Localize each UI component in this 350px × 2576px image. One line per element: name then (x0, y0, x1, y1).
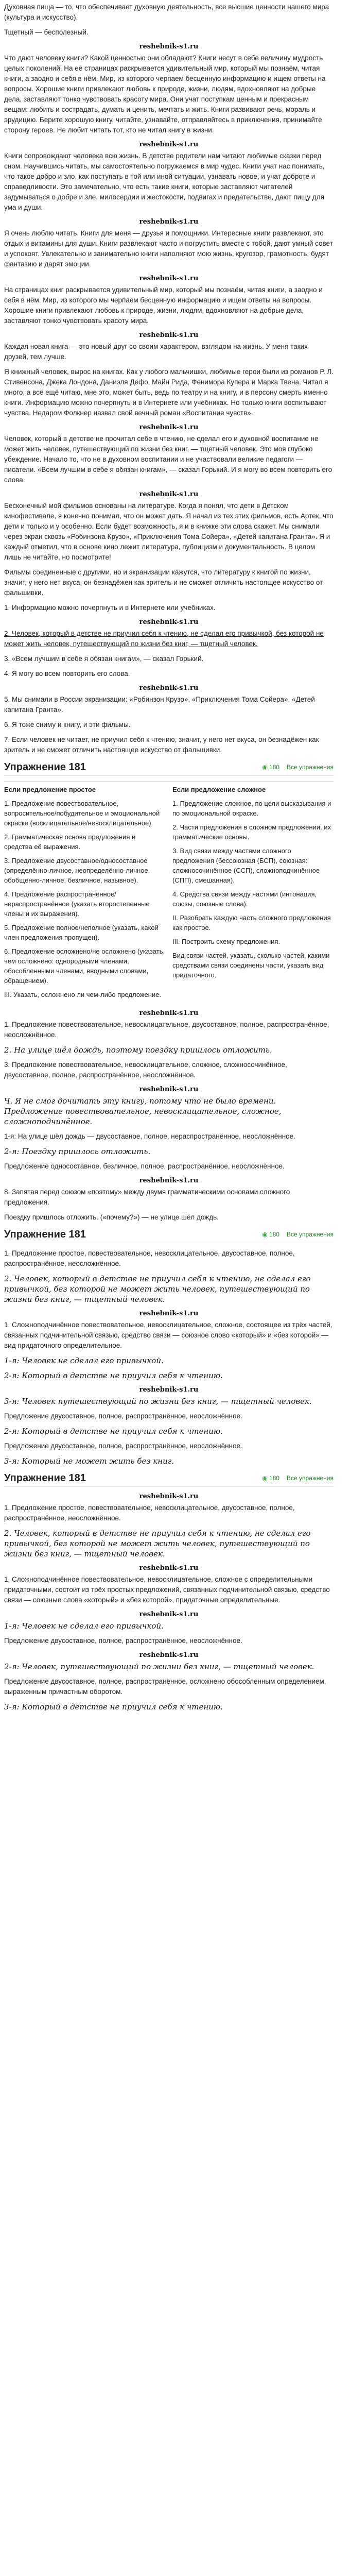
views-counter (262, 1229, 279, 1240)
parsed-sentence: 1-я: Человек не сделал его привычкой. (4, 1621, 164, 1631)
parsed-sentence: 1-я: Человек не сделал его привычкой. (4, 1356, 164, 1365)
list-item: 7. Если человек не читает, не приучил себя к чтению, значит, у него нет вкуса, он безнадёжен как зритель и не сможет отличить настоящее искусство от фальшивки. (4, 736, 319, 754)
eye-icon: ◉ (262, 1231, 268, 1238)
answer-line: 1. Предложение простое, повествовательное, невосклицательное, двусоставное, полное, распространённое, неосложнённое. (4, 1249, 295, 1267)
paragraph: Я книжный человек, вырос на книгах. Как у любого мальчишки, любимые герои были из романов Р. Л. Стивенсона, Джека Лондона, Даниэля Дефо, Майн Рида, Фенимора Купера и Марка Твена. Читал я много, а всё ещё читаю, мне это, может быть, ведь по театру и на книгу, и в персону смерть именно книги. Информацию можно почерпнуть и в Интернете или учебниках. Но только книги воспитывают чувства. Недаром Фолкнер назвал свой вечный роман «Воспитание чувств». (4, 368, 334, 417)
analysis-table (4, 781, 334, 1004)
watermark: reshebnik-s1.ru (139, 618, 199, 626)
answer-line: 1-я: На улице шёл дождь — двусоставное, полное, нераспространённое, неосложнённое. (4, 1132, 295, 1140)
watermark: reshebnik-s1.ru (139, 1386, 199, 1394)
table-cell: Вид связи частей, указать, сколько частей, какими средствами связи соединены части, указать вид придаточного. (172, 952, 330, 979)
list-item: 5. Мы снимали в России экранизации: «Робинзон Крузо», «Приключения Тома Сойера», «Детей капитана Гранта». (4, 696, 315, 714)
parsed-sentence: 3-я: Который не может жить без книг. (4, 1456, 174, 1466)
answer-line: Предложение двусоставное, полное, распространённое, неосложнённое. (4, 1412, 242, 1420)
paragraph: На страницах книг раскрывается удивительный мир, который мы познаём, читая книги, а заодно и себя в нём. Мир, из которого мы черпаем бесценную информацию и ищем ответы на вопросы. Хорошие книги привлекают любовь к природе, жизни, людям, вдохновляют на добрые дела, заставляют тонко чувствовать красоту мира. (4, 286, 323, 325)
watermark: reshebnik-s1.ru (139, 1086, 199, 1093)
paragraph: Человек, который в детстве не прочитал себе в чтению, не сделал его и духовной воспитание не может жить человек, путешествующий по жизни без книг, — тщетный человек. Это моя глубоко убеждение. Начало то, что не в духовном воспитании и не участвовали великие педагоги — писатели. «Всем лучшим в себе я обязан книгам», — сказал Горький. И я могу во всем повторить его слова. (4, 435, 332, 484)
all-exercises-link[interactable]: Все упражнения (286, 1475, 334, 1482)
watermark: reshebnik-s1.ru (139, 1651, 199, 1659)
parsed-sentence: 2. Человек, который в детстве не приучил себя к чтению, не сделал его привычкой, без которой не может жить человек, путешествующий по жизни без книг, — тщетный человек. (4, 1274, 311, 1304)
simple-column (4, 785, 165, 1004)
table-cell: 3. Вид связи между частями сложного предложения (бессоюзная (БСП), союзная: сложносочинённое (ССП), сложноподчинённое (СПП), смешанная). (172, 847, 320, 884)
watermark: reshebnik-s1.ru (139, 1611, 199, 1618)
paragraph: Я очень люблю читать. Книги для меня — друзья и помощники. Интересные книги развлекают, это отдых и витамины для души. Книги развлекают часто и погрустить вместе с тобой, дают умный совет и успокоят. Увлекательно и занимательно книги наполняют мою жизнь, кругозор, грамотность, будят фантазию и дарят эмоции. (4, 229, 333, 268)
list-item: 4. Я могу во всем повторить его слова. (4, 670, 130, 677)
parsed-sentence: 2-я: Поездку пришлось отложить. (4, 1147, 151, 1156)
answer-line: 1. Сложноподчинённое повествовательное, невосклицательное, сложное с определительными придаточными, состоит из трёх простых предложений, связанных подчинительной связью, средство связи — союзные слова «который» и «без которой», придаточные определительные. (4, 1575, 330, 1604)
table-cell: 2. Грамматическая основа предложения и средства её выражения. (4, 833, 136, 851)
parsed-sentence: 2-я: Человек, путешествующий по жизни без книг, — тщетный человек. (4, 1662, 314, 1671)
watermark: reshebnik-s1.ru (139, 275, 199, 282)
table-cell: 5. Предложение полное/неполное (указать, какой член предложения пропущен). (4, 924, 159, 941)
table-cell: 1. Предложение повествовательное, вопросительное/побудительное и эмоциональной окраске (восклицательное/невосклицательное). (4, 800, 160, 827)
exercise-title: Упражнение 181 (4, 1229, 86, 1240)
column-header: Если предложение простое (4, 786, 96, 793)
answer-line: 1. Предложение повествовательное, невосклицательное, двусоставное, полное, распространённое, неосложнённое. (4, 1021, 329, 1039)
answer-line: Поездку пришлось отложить. («почему?») — не улице шёл дождь. (4, 1213, 219, 1221)
main-text-section (4, 367, 334, 598)
table-cell: II. Разобрать каждую часть сложного предложения как простое. (172, 914, 331, 931)
answer-line: 3. Предложение повествовательное, невосклицательное, сложное, сложносочинённое, двусоставное, полное, распространённое, неосложнённое. (4, 1061, 287, 1079)
watermark: reshebnik-s1.ru (139, 141, 199, 148)
table-cell: 3. Предложение двусоставное/односоставное (определённо-личное, неопределённо-личное, обобщённо-личное, безличное, назывное). (4, 857, 150, 884)
watermark: reshebnik-s1.ru (139, 1493, 199, 1500)
eye-icon: ◉ (262, 1475, 268, 1482)
parsed-sentence: 2. Человек, который в детстве не приучил себя к чтению, не сделал его привычкой, без которой не может жить человек, путешествующий по жизни без книг, — тщетный человек. (4, 1529, 311, 1558)
watermark: reshebnik-s1.ru (139, 331, 199, 339)
watermark: reshebnik-s1.ru (139, 1177, 199, 1184)
watermark: reshebnik-s1.ru (139, 1564, 199, 1572)
table-cell: III. Построить схему предложения. (172, 938, 281, 945)
parsed-sentence: 3-я: Человек путешествующий по жизни без книг, — тщетный человек. (4, 1397, 312, 1406)
answer-line: Предложение двусоставное, полное, распространённое, неосложнённое. (4, 1442, 242, 1450)
watermark: reshebnik-s1.ru (139, 43, 199, 50)
parsed-sentence: Ч. Я не смог дочитать эту книгу, потому что не было времени. Предложение повествовательное, невосклицательное, сложное, сложноподчинённое. (4, 1096, 282, 1126)
list-item: 2. Человек, который в детстве не приучил себя к чтению, не сделал его привычкой, без которой не может жить человек, путешествующий по жизни без книг, — тщетный человек. (4, 630, 324, 648)
list-item: 3. «Всем лучшим в себе я обязан книгам», — сказал Горький. (4, 655, 204, 663)
paragraph: Духовная пища — то, что обеспечивает духовную деятельность, все высшие ценности нашего мира (культура и искусство). (4, 3, 329, 21)
exercise-header (4, 1227, 334, 1243)
views-count: 180 (269, 1475, 279, 1482)
table-cell: 4. Средства связи между частями (интонация, союзы, союзные слова). (172, 890, 317, 908)
exercise-tools (262, 1473, 334, 1483)
answer-line: Предложение односоставное, безличное, полное, распространённое, неосложнённое. (4, 1162, 285, 1170)
exercise-header (4, 760, 334, 776)
paragraph: Фильмы соединенные с другими, но и экранизации кажутся, что литературу к книгой по жизни, значит, у него нет вкуса, он безнадёжен как зритель и не сможет отличить настоящее искусство от фальшивки. (4, 568, 323, 597)
exercise-block (4, 1471, 334, 1712)
numbered-points (4, 603, 334, 755)
exercise-header (4, 1471, 334, 1487)
exercise-block (4, 1227, 334, 1466)
complex-column (172, 785, 334, 1004)
watermark: reshebnik-s1.ru (139, 1009, 199, 1017)
eye-icon: ◉ (262, 764, 268, 771)
exercise-tools (262, 1229, 334, 1240)
views-count: 180 (269, 1231, 279, 1238)
answer-line: 8. Запятая перед союзом «поэтому» между двумя грамматическими основами сложного предложения. (4, 1188, 290, 1206)
intro-section (4, 2, 334, 362)
views-count: 180 (269, 764, 279, 771)
parsed-sentence: 2-я: Который в детстве не приучил себя к чтению. (4, 1427, 223, 1436)
answer-line: Предложение двусоставное, полное, распространённое, неосложнённое. (4, 1637, 242, 1645)
paragraph: Что дают человеку книги? Какой ценностью они обладают? Книги несут в себе величину мудрость целых поколений. На её страницах раскрывается удивительный мир, который мы познаём, читая книги, а заодно и себя в нём. Мир, из которого черпаем бесценную информацию и ищем ответы на вопросы. Хорошие книги привлекают любовь к природе, жизни, людям, вдохновляют на добрые дела, заставляют тонко чувствовать красоту мира. Они учат поступкам ценным и прекрасным вещам: любить и сострадать, думать и ценить, мечтать и жить. Книги развивают речь, мораль и эрудицию. Берите хорошую книгу, читайте, узнавайте, отправляйтесь в приключения, принимайте сторону героев. Не любит читать тот, кто не читал книгу в жизни. (4, 54, 326, 134)
answer-line: 1. Сложноподчинённое повествовательное, невосклицательное, сложное, состоящее из трёх частей, связанных подчинительной связью, средство связи — союзное слово «который» и «без которой» — вид придаточного определительное. (4, 1321, 332, 1349)
table-cell: 6. Предложение осложнено/не осложнено (указать, чем осложнено: однородными членами, обособленными членами, вводными словами, обращением). (4, 947, 165, 985)
parsed-sentence: 2-я: Который в детстве не приучил себя к чтению. (4, 1371, 223, 1380)
paragraph: Бесконечный мой фильмов основаны на литературе. Когда я понял, что дети в Детском кинофестивале, я конечно понимал, что он может дать. Я начал из тех этих фильмов, есть Артек, что дети и только и у особенно. Если будет возможность, я и в книжке эти слова скажет. Мы снимали через экран сквозь «Робинзона Крузо», «Приключения Тома Сойера», «Детей капитана Гранта». Я и каждый отметил, что в основе кино лежит литература, публицизм и документальность. В целом лишь не читайте, но посмотрите! (4, 502, 334, 561)
exercise-title: Упражнение 181 (4, 761, 86, 773)
views-counter (262, 1473, 279, 1483)
table-cell: 1. Предложение сложное, по цели высказывания и по эмоциональной окраске. (172, 800, 331, 817)
exercise-title: Упражнение 181 (4, 1472, 86, 1484)
list-item: 6. Я тоже сниму и книгу, и эти фильмы. (4, 721, 131, 728)
all-exercises-link[interactable]: Все упражнения (286, 1231, 334, 1238)
paragraph: Тщетный — бесполезный. (4, 28, 89, 36)
paragraph: Книги сопровождают человека всю жизнь. В детстве родители нам читают любимые сказки перед сном. Научившись читать, мы самостоятельно погружаемся в мир чудес. Книги учат нас понимать, что такое добро и зло, как поступать в той или иной ситуации, узнавать новое, и учат доброте и справедливости. Это замечательно, что есть такие книги, которые заставляют читателей задумываться о добре и зле, милосердии и жестокости, подвигах и предательстве, дают пищу для ума и души. (4, 152, 325, 211)
exercise-tools (262, 762, 334, 772)
watermark: reshebnik-s1.ru (139, 218, 199, 226)
answer-line: Предложение двусоставное, полное, распространённое, осложнено обособленным определением, выраженным причастным оборотом. (4, 1677, 326, 1696)
table-cell: 2. Части предложения в сложном предложении, их грамматические основы. (172, 823, 331, 841)
table-cell: III. Указать, осложнено ли чем-либо предложение. (4, 991, 162, 998)
views-counter (262, 762, 279, 772)
exercise-block (4, 760, 334, 1223)
parsed-sentence: 3-я: Который в детстве не приучил себя к чтению. (4, 1702, 223, 1711)
paragraph: Каждая новая книга — это новый друг со своим характером, взглядом на жизнь. У меня таких друзей, тем лучше. (4, 343, 308, 361)
list-item: 1. Информацию можно почерпнуть и в Интернете или учебниках. (4, 604, 216, 612)
parsed-sentence: 2. На улице шёл дождь, поэтому поездку пришлось отложить. (4, 1045, 272, 1055)
watermark: reshebnik-s1.ru (139, 1310, 199, 1317)
watermark: reshebnik-s1.ru (139, 423, 199, 431)
column-header: Если предложение сложное (172, 786, 266, 793)
watermark: reshebnik-s1.ru (139, 684, 199, 692)
table-cell: 4. Предложение распространённое/нераспространённое (указать второстепенные члены и их выражения). (4, 890, 150, 918)
all-exercises-link[interactable]: Все упражнения (286, 764, 334, 771)
watermark: reshebnik-s1.ru (139, 490, 199, 498)
answer-line: 1. Предложение простое, повествовательное, невосклицательное, двусоставное, полное, распространённое, неосложнённое. (4, 1504, 295, 1522)
